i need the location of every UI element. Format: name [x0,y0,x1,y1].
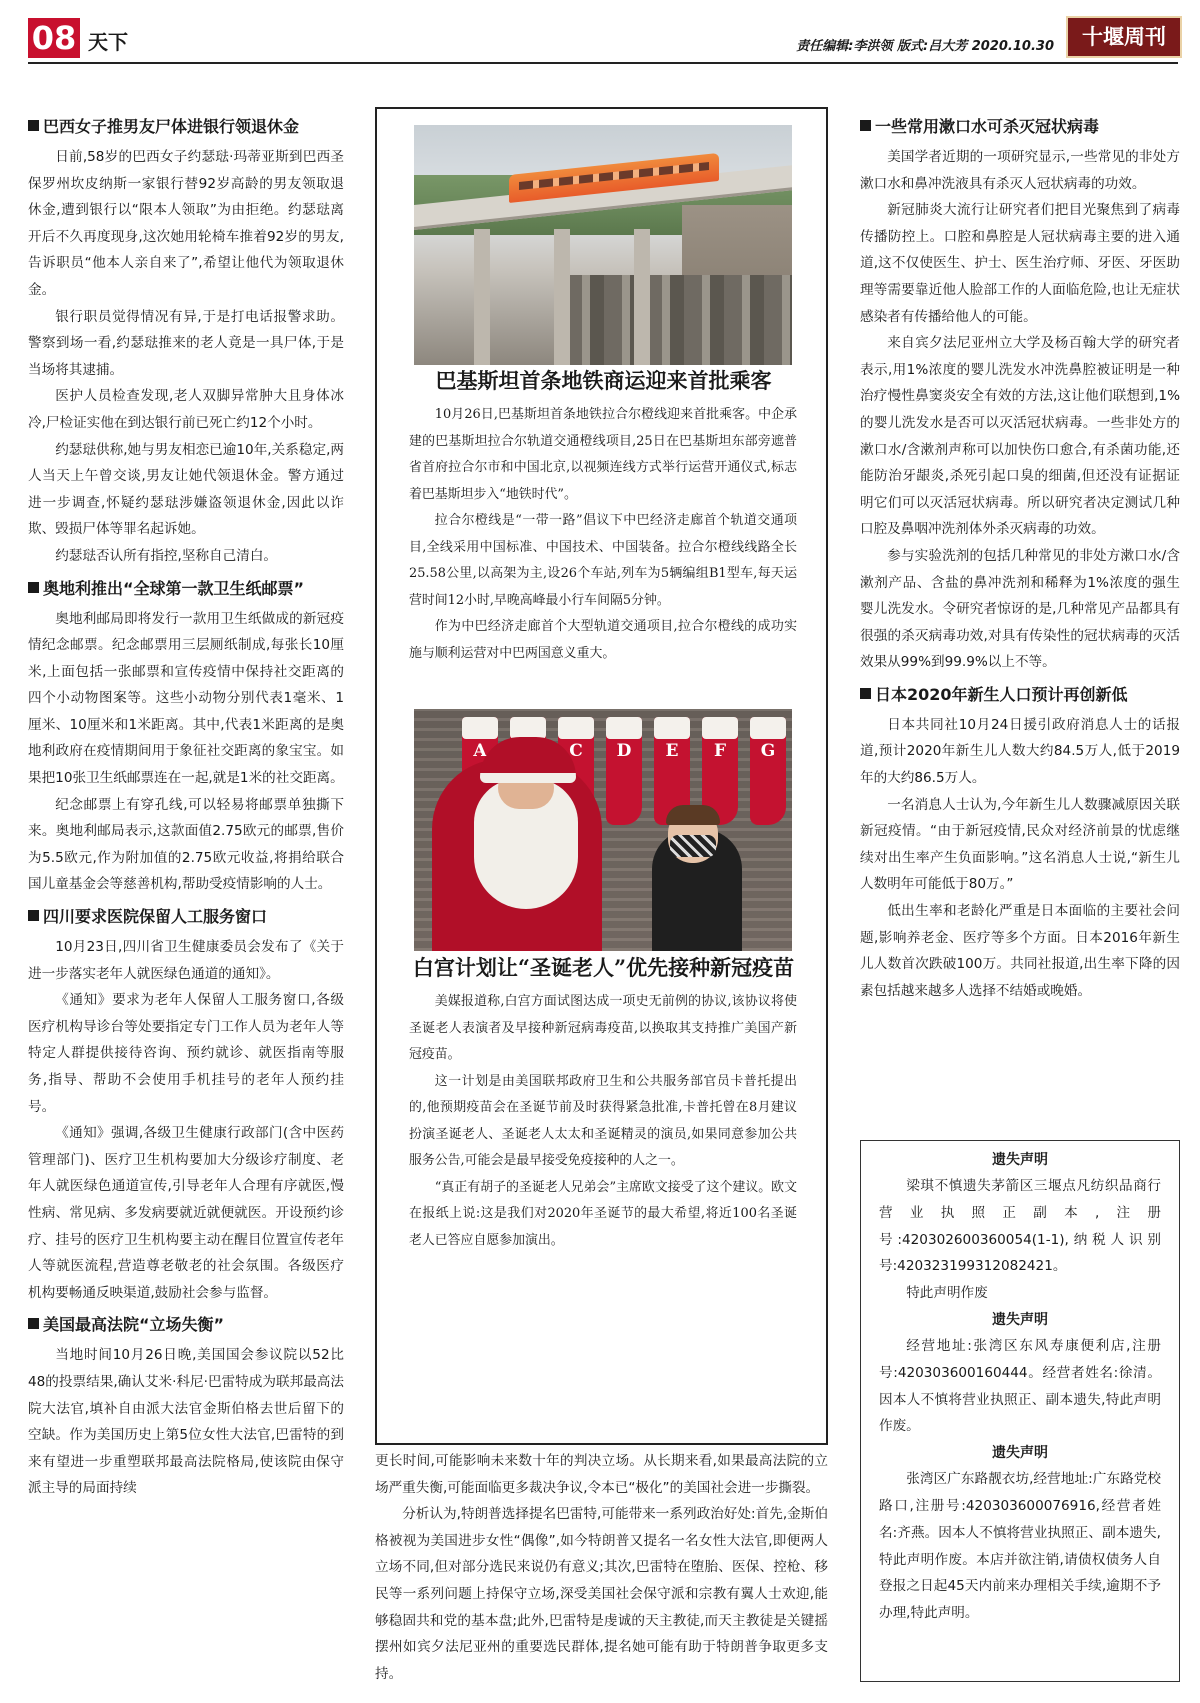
article-paragraph: 更长时间,可能影响未来数十年的判决立场。从长期来看,如果最高法院的立场严重失衡,可能面临更多裁决争议,令本已“极化”的美国社会进一步撕裂。 [375,1453,828,1496]
article-paragraph: 新冠肺炎大流行让研究者们把目光聚焦到了病毒传播防控上。口腔和鼻腔是人冠状病毒主要的进入通道,这不仅使医生、护士、医生治疗师、牙医、牙医助理等需要靠近他人脸部工作的人面临危险,也让无症状感染者有传播给他人的可能。 [860,202,1180,325]
article-paragraph: 来自宾夕法尼亚州立大学及杨百翰大学的研究者表示,用1%浓度的婴儿洗发水冲洗鼻腔被证明是一种治疗慢性鼻窦炎安全有效的方法,这让他们联想到,1%的婴儿洗发水是否可以灭活冠状病毒。一些非处方的漱口水/含漱剂声称可以加快伤口愈合,有杀菌功能,还能防治牙龈炎,杀死引起口臭的细菌,但还没有证据证明它们可以灭活冠状病毒。所以研究者决定测试几种口腔及鼻咽冲洗剂体外杀灭病毒的功效。 [860,335,1180,538]
article-paragraph: 作为中巴经济走廊首个大型轨道交通项目,拉合尔橙线的成功实施与顺利运营对中巴两国意义重大。 [409,619,797,661]
article-paragraph: “真正有胡子的圣诞老人兄弟会”主席欧文接受了这个建议。欧文在报纸上说:这是我们对2020年圣诞节的最大希望,将近100名圣诞老人已答应自愿参加演出。 [409,1179,797,1248]
square-bullet-icon [28,910,39,921]
feature-body [409,989,797,1254]
notice-title: 遗失声明 [992,1152,1048,1168]
article-paragraph: 《通知》要求为老年人保留人工服务窗口,各级医疗机构导诊台等处要指定专门工作人员为老年人等特定人群提供接待咨询、预约就诊、就医指南等服务,指导、帮助不会使用手机挂号的老年人预约挂号。 [28,992,344,1115]
stocking-icon: D [606,717,642,825]
stocking-icon: G [750,717,786,825]
continued-article [375,1448,828,1687]
stocking-icon: C [558,717,594,825]
square-bullet-icon [28,120,39,131]
square-bullet-icon [28,582,39,593]
right-column [860,108,1180,1004]
feature-headline: 白宫计划让“圣诞老人”优先接种新冠疫苗 [412,955,795,980]
notice-paragraph: 特此声明作废 [906,1285,988,1302]
article-headline: 巴西女子推男友尸体进银行领退休金 [28,114,344,140]
left-column [28,108,344,1502]
article-paragraph: 奥地利邮局即将发行一款用卫生纸做成的新冠疫情纪念邮票。纪念邮票用三层厕纸制成,每张长10厘米,上面包括一张邮票和宣传疫情中保持社交距离的四个小动物图案等。这些小动物分别代表1毫米、1厘米、10厘米和1米距离。其中,代表1米距离的是奥地利政府在疫情期间用于象征社交距离的象宝宝。如果把10张卫生纸邮票连在一起,就是1米的社交距离。 [28,610,344,787]
article-paragraph: 参与实验洗剂的包括几种常见的非处方漱口水/含漱剂产品、含盐的鼻冲洗剂和稀释为1%浓度的强生婴儿洗发水。令研究者惊讶的是,几种常见产品都具有很强的杀灭病毒功效,对具有传染性的冠状病毒的灭活效果从99%到99.9%以上不等。 [860,547,1180,671]
article-paragraph: 银行职员觉得情况有异,于是打电话报警求助。警察到场一看,约瑟琺推来的老人竟是一具尸体,于是当场将其逮捕。 [28,308,344,378]
article-paragraph: 当地时间10月26日晚,美国国会参议院以52比48的投票结果,确认艾米·科尼·巴雷特成为联邦最高法院大法官,填补自由派大法官金斯伯格去世后留下的空缺。作为美国历史上第5位女性大法官,巴雷特的到来有望进一步重塑联邦最高法院格局,使该院由保守派主导的局面持续 [28,1347,344,1497]
article-headline: 日本2020年新生人口预计再创新低 [860,682,1180,708]
article-paragraph: 纪念邮票上有穿孔线,可以轻易将邮票单独撕下来。奥地利邮局表示,这款面值2.75欧元的邮票,售价为5.5欧元,作为附加值的2.75欧元收益,将捐给联合国儿童基金会等慈善机构,帮助受疫情影响的人士。 [28,796,344,893]
article-paragraph: 约瑟琺否认所有指控,坚称自己清白。 [55,547,278,564]
square-bullet-icon [28,1318,39,1329]
article-paragraph: 10月23日,四川省卫生健康委员会发布了《关于进一步落实老年人就医绿色通道的通知》。 [28,939,344,982]
article-paragraph: 低出生率和老龄化严重是日本面临的主要社会问题,影响养老金、医疗等多个方面。日本2016年新生儿人数首次跌破100万。共同社报道,出生率下降的因素包括越来越多人选择不结婚或晚婚。 [860,903,1180,999]
feature-body [409,402,797,667]
face-mask-icon [670,835,716,857]
article-headline: 一些常用漱口水可杀灭冠状病毒 [860,114,1180,140]
stocking-icon: E [654,717,690,825]
article-paragraph: 拉合尔橙线是“一带一路”倡议下中巴经济走廊首个轨道交通项目,全线采用中国标准、中国技术、中国装备。拉合尔橙线线路全长25.58公里,以高架为主,设26个车站,列车为5辆编组B1型车,每天运营时间12小时,早晚高峰最小行车间隔5分钟。 [409,513,797,608]
stocking-icon: F [702,717,738,825]
page-header [0,0,1200,64]
header-rule [28,62,1178,64]
article-paragraph: 10月26日,巴基斯坦首条地铁拉合尔橙线迎来首批乘客。中企承建的巴基斯坦拉合尔轨道交通橙线项目,25日在巴基斯坦东部旁遮普省首府拉合尔市和中国北京,以视频连线方式举行运营开通仪式,标志着巴基斯坦步入“地铁时代”。 [409,407,797,502]
section-name: 天下 [88,30,128,54]
article-paragraph: 约瑟琺供称,她与男友相恋已逾10年,关系稳定,两人当天上午曾交谈,男友让她代领退休金。警方通过进一步调查,怀疑约瑟琺涉嫌盗领退休金,因此以诈欺、毁损尸体等罪名起诉她。 [28,441,344,538]
metro-photo [414,125,792,365]
article-headline: 美国最高法院“立场失衡” [28,1312,344,1338]
article-paragraph: 分析认为,特朗普选择提名巴雷特,可能带来一系列政治好处:首先,金斯伯格被视为美国进步女性“偶像”,如今特朗普又提名一名女性大法官,即便两人立场不同,但对部分选民来说仍有意义;其次,巴雷特在堕胎、医保、控枪、移民等一系列问题上持保守立场,深受美国社会保守派和宗教有翼人士欢迎,能够稳固共和党的基本盘;此外,巴雷特是虔诚的天主教徒,而天主教徒是关键摇摆州如宾夕法尼亚州的重要选民群体,提名她可能有助于特朗普争取更多支持。 [375,1506,828,1682]
newspaper-logo: 十堰周刊 [1066,16,1182,58]
article-headline: 四川要求医院保留人工服务窗口 [28,904,344,930]
article-paragraph: 《通知》强调,各级卫生健康行政部门(含中医药管理部门)、医疗卫生机构要加大分级诊疗制度、老年人就医绿色通道宣传,引导老年人合理有序就医,慢性病、常见病、多发病要就近就便就医。开设预约诊疗、挂号的医疗卫生机构要主动在醒目位置宣传老年人等就医流程,营造尊老敬老的社会氛围。各级医疗机构要畅通反映渠道,鼓励社会参与监督。 [28,1125,344,1301]
notice-paragraph: 梁琪不慎遗失茅箭区三堰点凡纺织品商行营业执照正副本,注册号:420302600360054(1-1),纳税人识别号:420323199312082421。 [879,1178,1161,1275]
square-bullet-icon [860,120,871,131]
article-paragraph: 医护人员检查发现,老人双脚异常肿大且身体冰冷,尸检证实他在到达银行前已死亡约12个小时。 [28,388,344,431]
article-paragraph: 美媒报道称,白宫方面试图达成一项史无前例的协议,该协议将使圣诞老人表演者及早接种新冠病毒疫苗,以换取其支持推广美国产新冠疫苗。 [409,994,797,1062]
article-paragraph: 一名消息人士认为,今年新生儿人数骤减原因关联新冠疫情。“由于新冠疫情,民众对经济前景的忧虑继续对出生率产生负面影响。”这名消息人士说,“新生儿人数明年可能低于80万。” [860,796,1180,893]
editors-line: 责任编辑:李洪领 版式:吕大芳 2020.10.30 [796,39,1054,54]
santa-photo [414,709,792,951]
stocking-icon: A [462,717,498,825]
article-headline: 奥地利推出“全球第一款卫生纸邮票” [28,576,344,602]
article-paragraph: 日本共同社10月24日援引政府消息人士的话报道,预计2020年新生儿人数大约84.5万人,低于2019年的大约86.5万人。 [860,716,1180,787]
notice-title: 遗失声明 [992,1311,1048,1328]
feature-headline: 巴基斯坦首条地铁商运迎来首批乘客 [435,368,772,393]
article-paragraph: 美国学者近期的一项研究显示,一些常见的非处方漱口水和鼻冲洗液具有杀灭人冠状病毒的功效。 [860,149,1180,192]
notice-paragraph: 经营地址:张湾区东风寿康便利店,注册号:420303600160444。经营者姓名:徐清。因本人不慎将营业执照正、副本遗失,特此声明作废。 [879,1337,1161,1435]
feature-box [375,107,828,1445]
article-paragraph: 这一计划是由美国联邦政府卫生和公共服务部官员卡普托提出的,他预期疫苗会在圣诞节前及时获得紧急批准,卡普托曾在8月建议扮演圣诞老人、圣诞老人太太和圣诞精灵的演员,如果同意参加公共服务公告,可能会是最早接受免疫接种的人之一。 [409,1073,797,1168]
page-number: 08 [28,18,80,58]
notice-paragraph: 张湾区广东路靓衣坊,经营地址:广东路党校路口,注册号:420303600076916,经营者姓名:齐燕。因本人不慎将营业执照正、副本遗失,特此声明作废。本店并欲注销,请债权债务人自登报之日起45天内前来办理相关手续,逾期不予办理,特此声明。 [879,1471,1161,1622]
notice-title: 遗失声明 [992,1445,1048,1462]
lost-notices-box [860,1140,1180,1682]
article-paragraph: 日前,58岁的巴西女子约瑟琺·玛蒂亚斯到巴西圣保罗州坎皮纳斯一家银行替92岁高龄的男友领取退休金,遭到银行以“限本人领取”为由拒绝。约瑟琺离开后不久再度现身,这次她用轮椅车推着92岁的男友,告诉职员“他本人亲自来了”,希望让他代为领取退休金。 [28,149,344,298]
square-bullet-icon [860,688,871,699]
